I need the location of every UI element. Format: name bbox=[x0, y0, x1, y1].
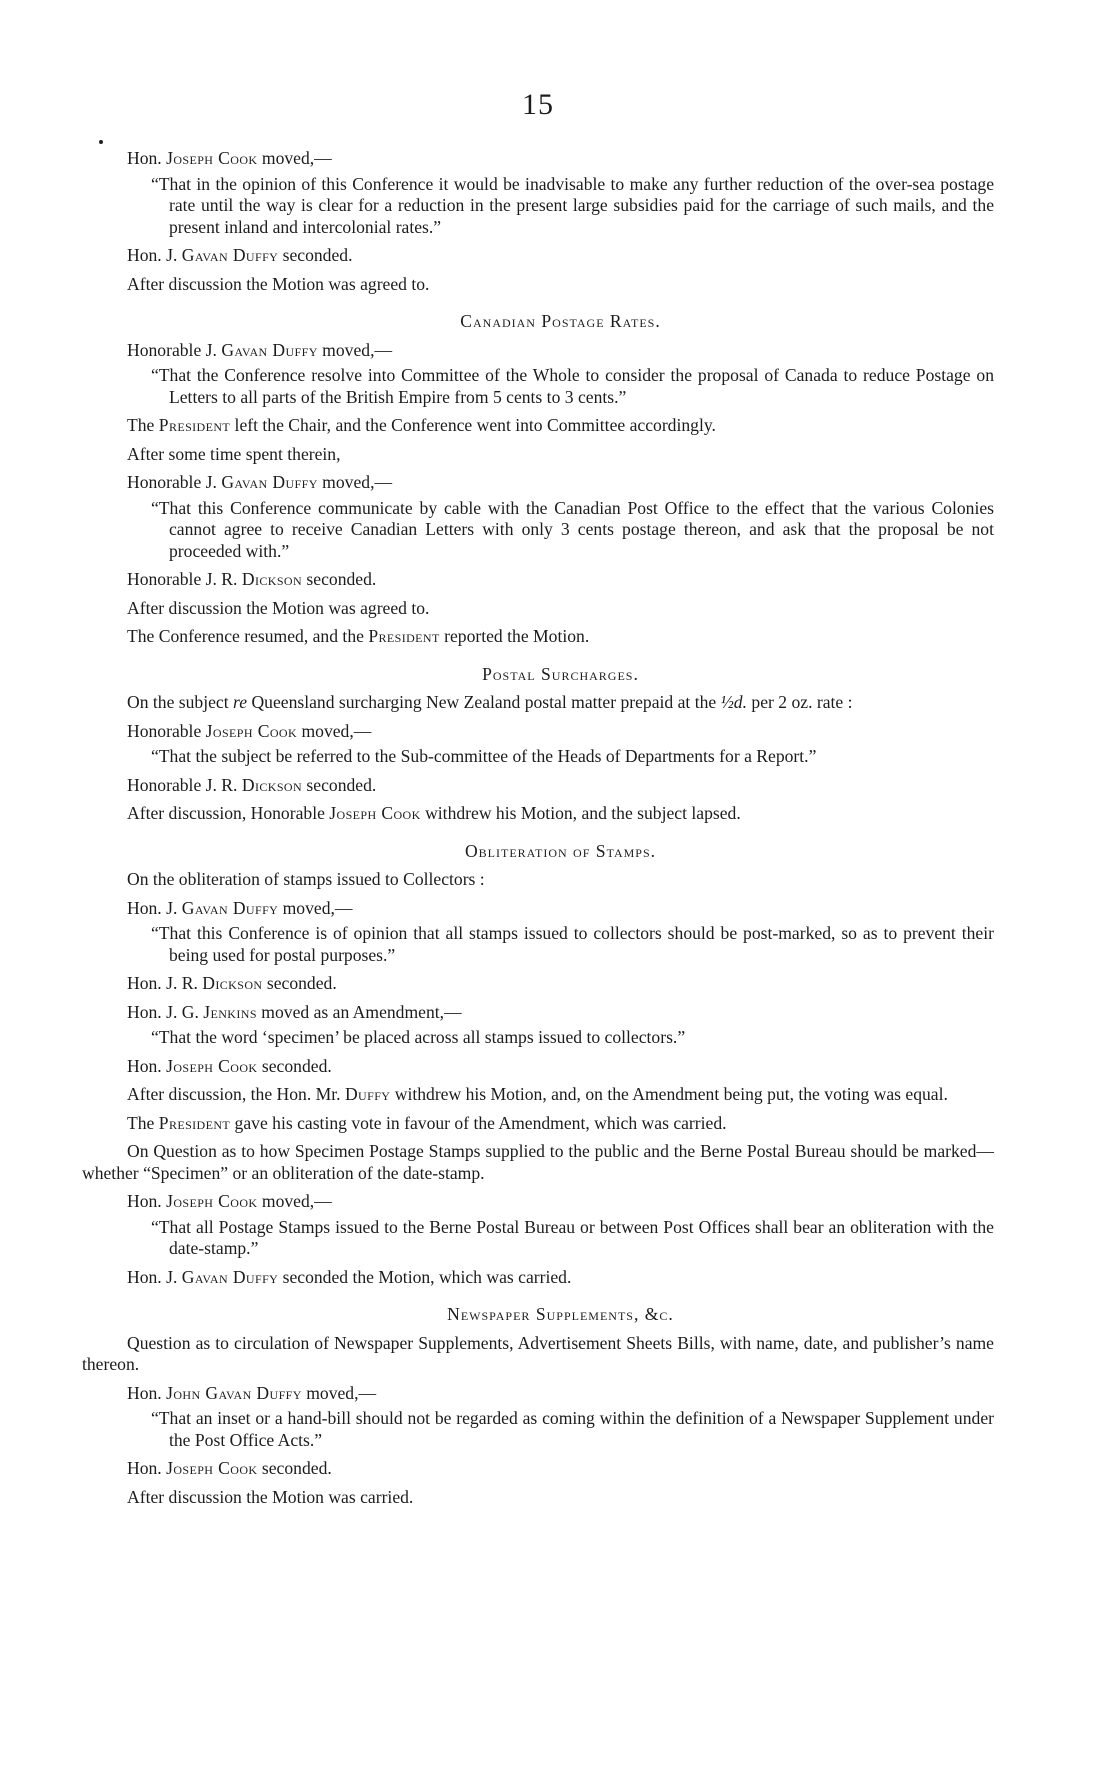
text-run: “That all Postage Stamps issued to the Berne Postal Bureau or between Post Offices shall bear an obliteration with the date-stamp.” bbox=[151, 1216, 994, 1258]
text-line bbox=[82, 340, 994, 362]
text-run: left the Chair, and the Conference went into Committee accordingly. bbox=[230, 415, 716, 435]
text-run: Honorable bbox=[127, 720, 206, 741]
text-run: moved,— bbox=[257, 1191, 332, 1211]
text-line bbox=[82, 472, 994, 494]
text-run: The bbox=[127, 1112, 159, 1133]
text-run: moved,— bbox=[301, 1382, 377, 1403]
text-run: Postal Surcharges. bbox=[482, 663, 639, 684]
text-run: seconded the Motion, which was carried. bbox=[278, 1266, 572, 1287]
text-run: moved,— bbox=[278, 897, 353, 918]
motion-quote bbox=[82, 923, 994, 966]
text-run: Hon. J. bbox=[127, 897, 182, 918]
text-run: per 2 oz. rate : bbox=[747, 692, 853, 712]
text-run: withdrew his Motion, and the subject lapsed. bbox=[420, 803, 741, 823]
section-heading bbox=[82, 1304, 994, 1326]
speaker-name: Duffy bbox=[344, 1084, 391, 1104]
text-run: Hon. bbox=[127, 148, 167, 168]
section-heading bbox=[82, 311, 994, 333]
text-run: On the obliteration of stamps issued to Collectors : bbox=[127, 869, 485, 889]
speaker-name: Jenkins bbox=[203, 1001, 257, 1022]
text-run: moved as an Amendment,— bbox=[256, 1001, 462, 1022]
text-run: Obliteration of Stamps. bbox=[464, 840, 657, 861]
text-run: “That this Conference is of opinion that all stamps issued to collectors should be post-marked, so as to prevent their being used for postal purposes.” bbox=[151, 923, 994, 965]
paragraph bbox=[82, 692, 994, 714]
text-run: “That the subject be referred to the Sub-committee of the Heads of Departments for a Report.” bbox=[151, 746, 817, 766]
text-run: Hon. bbox=[127, 1382, 167, 1403]
text-line bbox=[82, 1458, 994, 1480]
text-line bbox=[82, 626, 994, 648]
speaker-name: Joseph Cook bbox=[166, 1055, 258, 1076]
text-run: Hon. J. G. bbox=[127, 1001, 204, 1022]
document-body bbox=[82, 148, 994, 1508]
text-run: The Conference resumed, and the bbox=[127, 626, 369, 646]
text-run: seconded. bbox=[262, 973, 337, 993]
text-run: reported the Motion. bbox=[439, 626, 590, 646]
text-line bbox=[82, 245, 994, 267]
text-run: Hon. J. bbox=[127, 245, 182, 265]
text-run: Hon. J. bbox=[127, 1266, 182, 1287]
speaker-name: Joseph Cook bbox=[205, 720, 298, 741]
text-run: gave his casting vote in favour of the Amendment, which was carried. bbox=[230, 1112, 727, 1133]
text-line bbox=[82, 1113, 994, 1135]
text-line bbox=[82, 1002, 994, 1024]
text-run: moved,— bbox=[317, 472, 393, 492]
motion-quote bbox=[82, 174, 994, 239]
margin-mark bbox=[99, 140, 103, 144]
text-run: The bbox=[127, 415, 159, 435]
text-run: seconded. bbox=[302, 774, 377, 795]
text-run: seconded. bbox=[257, 1055, 332, 1076]
speaker-name: President bbox=[158, 415, 231, 435]
motion-quote bbox=[82, 365, 994, 408]
text-run: Honorable J. bbox=[127, 472, 222, 492]
text-run: Hon. J. R. bbox=[127, 973, 203, 993]
text-run: moved,— bbox=[297, 720, 372, 741]
text-run: “That an inset or a hand-bill should not be regarded as coming within the definition of a Newspaper Supplement under the Post Office Acts.” bbox=[151, 1408, 994, 1450]
motion-quote bbox=[82, 746, 994, 768]
paragraph bbox=[82, 1333, 994, 1376]
text-run: “That in the opinion of this Conference it would be inadvisable to make any further reduction of the over-sea postage rate until the way is clear for a reduction in the present large subsidies paid for the carriage of such mails, and the present inland and intercolonial rates.” bbox=[151, 173, 994, 237]
speaker-name: Joseph Cook bbox=[166, 1458, 258, 1478]
text-run: After some time spent therein, bbox=[127, 443, 341, 464]
text-run: After discussion, the Hon. Mr. bbox=[127, 1084, 345, 1104]
text-line bbox=[82, 775, 994, 797]
motion-quote bbox=[82, 1217, 994, 1260]
text-line bbox=[82, 1383, 994, 1405]
text-run: “That the Conference resolve into Committee of the Whole to consider the proposal of Canada to reduce Postage on Letters to all parts of the British Empire from 5 cents to 3 cents.” bbox=[151, 365, 994, 407]
text-run: moved,— bbox=[257, 148, 332, 168]
text-run: Honorable J. R. bbox=[127, 774, 242, 795]
text-line bbox=[82, 444, 994, 466]
italic-text: re bbox=[233, 692, 248, 712]
paragraph bbox=[82, 1141, 994, 1184]
text-line bbox=[82, 1267, 994, 1289]
text-run: After discussion the Motion was carried. bbox=[127, 1486, 414, 1507]
text-run: withdrew his Motion, and, on the Amendment being put, the voting was equal. bbox=[390, 1084, 948, 1104]
motion-quote bbox=[82, 1027, 994, 1049]
text-run: After discussion the Motion was agreed to. bbox=[127, 273, 430, 294]
text-run: Honorable J. bbox=[127, 339, 222, 360]
speaker-name: Joseph Cook bbox=[166, 148, 258, 168]
speaker-name: John Gavan Duffy bbox=[166, 1382, 302, 1403]
text-line bbox=[82, 148, 994, 170]
speaker-name: Dickson bbox=[241, 569, 303, 589]
text-line bbox=[82, 898, 994, 920]
italic-text: ½d. bbox=[720, 692, 747, 712]
text-run: “That this Conference communicate by cable with the Canadian Post Office to the effect that the various Colonies cannot agree to receive Canadian Letters with only 3 cents postage thereon, and ask that the proposal be not proceeded with.” bbox=[151, 497, 994, 561]
text-line bbox=[82, 721, 994, 743]
text-run: Hon. bbox=[127, 1191, 167, 1211]
text-run: seconded. bbox=[302, 569, 377, 589]
text-line bbox=[82, 274, 994, 296]
section-heading bbox=[82, 664, 994, 686]
text-run: moved,— bbox=[317, 339, 393, 360]
text-run: Canadian Postage Rates. bbox=[460, 311, 661, 331]
text-run: Hon. bbox=[127, 1458, 167, 1478]
text-run: On the subject bbox=[127, 692, 234, 712]
text-line bbox=[82, 869, 994, 891]
speaker-name: Dickson bbox=[202, 973, 263, 993]
text-line bbox=[82, 1191, 994, 1213]
text-run: Question as to circulation of Newspaper Supplements, Advertisement Sheets Bills, with name, date, and publisher’s name thereon. bbox=[82, 1332, 994, 1374]
text-run: seconded. bbox=[257, 1458, 332, 1478]
text-run: Queensland surcharging New Zealand postal matter prepaid at the bbox=[247, 692, 721, 712]
text-run: On Question as to how Specimen Postage Stamps supplied to the public and the Berne Postal Bureau should be marked—whether “Specimen” or an obliteration of the date-stamp. bbox=[82, 1141, 994, 1183]
speaker-name: Joseph Cook bbox=[166, 1191, 258, 1211]
text-line bbox=[82, 415, 994, 437]
text-run: Newspaper Supplements, &c. bbox=[447, 1304, 674, 1324]
speaker-name: Gavan Duffy bbox=[181, 245, 279, 265]
speaker-name: Gavan Duffy bbox=[221, 472, 318, 492]
speaker-name: Joseph Cook bbox=[329, 803, 421, 823]
speaker-name: Gavan Duffy bbox=[221, 339, 318, 360]
text-run: seconded. bbox=[278, 245, 353, 265]
text-run: After discussion, Honorable bbox=[127, 803, 330, 823]
text-run: Honorable J. R. bbox=[127, 569, 242, 589]
speaker-name: President bbox=[158, 1112, 231, 1133]
speaker-name: Gavan Duffy bbox=[181, 1266, 279, 1287]
motion-quote bbox=[82, 498, 994, 563]
text-run: “That the word ‘specimen’ be placed across all stamps issued to collectors.” bbox=[151, 1027, 686, 1047]
text-line bbox=[82, 569, 994, 591]
speaker-name: Dickson bbox=[241, 774, 303, 795]
speaker-name: President bbox=[368, 626, 440, 646]
page-number: 15 bbox=[522, 88, 554, 121]
section-heading bbox=[82, 841, 994, 863]
text-line bbox=[82, 1056, 994, 1078]
text-line bbox=[82, 1487, 994, 1509]
text-run: Hon. bbox=[127, 1055, 167, 1076]
text-line bbox=[82, 973, 994, 995]
text-run: After discussion the Motion was agreed to. bbox=[127, 597, 430, 618]
text-line bbox=[82, 803, 994, 825]
text-line bbox=[82, 598, 994, 620]
motion-quote bbox=[82, 1408, 994, 1451]
paragraph bbox=[82, 1084, 994, 1106]
speaker-name: Gavan Duffy bbox=[181, 897, 279, 918]
